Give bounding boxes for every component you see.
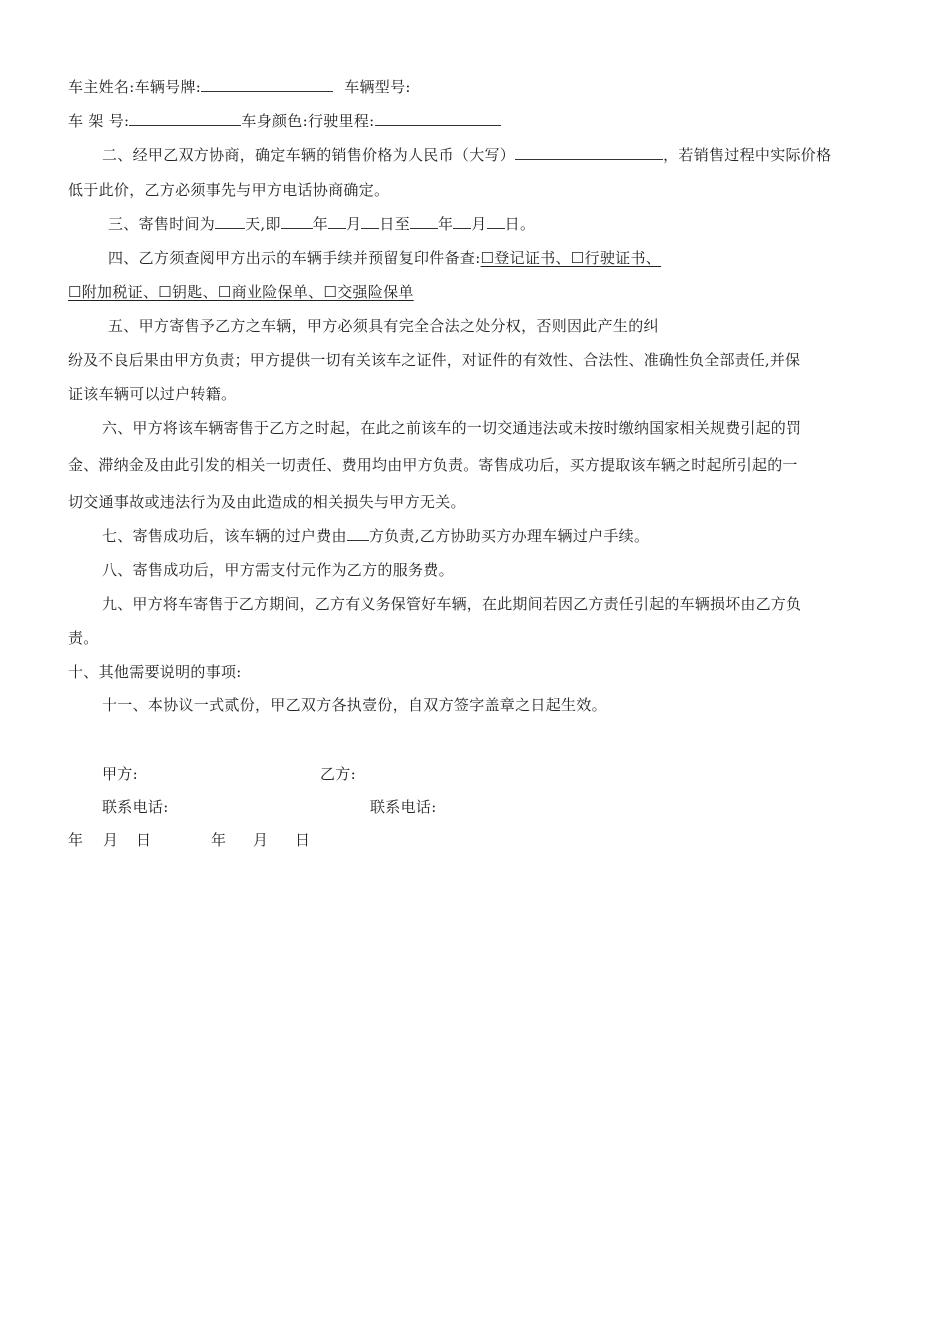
mileage-blank [375,111,501,126]
clause-9-line-2: 责。 [68,629,99,647]
owner-name-label: 车主姓名: [68,78,135,96]
clause-3-text: 月 [471,215,487,233]
documents-checklist-1: ☐登记证书、☐行驶证书、 [480,249,662,267]
clause-10: 十、其他需要说明的事项: [68,663,242,681]
clause-5-line-3: 证该车辆可以过户转籍。 [68,385,237,403]
start-month-blank [328,214,346,229]
clause-7 [68,525,890,547]
clause-5-line-1: 五、甲方寄售予乙方之车辆，甲方必须具有完全合法之处分权，否则因此产生的纠 [108,317,659,335]
end-year-blank [410,214,438,229]
clause-2-line-2: 低于此价，乙方必须事先与甲方电话协商确定。 [68,181,390,199]
clause-3-text: 三、寄售时间为 [108,215,216,233]
date-b-year: 年 [211,831,227,849]
clause-8: 八、寄售成功后，甲方需支付元作为乙方的服务费。 [102,561,454,579]
clause-3-text: 年 [438,215,454,233]
phone-a-label: 联系电话: [102,798,169,816]
clause-4-line-2 [68,281,890,303]
transfer-fee-party-blank [347,526,369,541]
clause-2-text-b: ，若销售过程中实际价格 [663,146,832,164]
clause-6-line-1: 六、甲方将该车辆寄售于乙方之时起，在此之前该车的一切交通违法或未按时缴纳国家相关规费引起的罚 [102,419,802,437]
clause-2-line-1 [68,144,890,166]
party-a-label: 甲方: [102,765,138,783]
clause-2-text-a: 二、经甲乙双方协商，确定车辆的销售价格为人民币（大写） [102,146,516,164]
date-a-day: 日 [136,831,152,849]
clause-7-text-a: 七、寄售成功后，该车辆的过户费由 [102,527,347,545]
frame-label: 车 架 号: [68,112,130,130]
clause-3 [68,213,890,235]
start-day-blank [361,214,379,229]
start-year-blank [281,214,313,229]
clause-3-text: 年 [312,215,329,233]
date-b-day: 日 [295,831,311,849]
clause-9-line-1: 九、甲方将车寄售于乙方期间，乙方有义务保管好车辆，在此期间若因乙方责任引起的车辆损坏由乙方负 [102,595,802,613]
date-b-month: 月 [253,831,269,849]
price-blank [515,145,663,160]
clause-3-text: 天,即 [245,215,281,233]
date-a-month: 月 [103,831,119,849]
header-row-1 [68,76,890,98]
clause-3-text: 日。 [504,215,536,233]
plate-label: 车辆号牌: [134,78,202,96]
date-a-year: 年 [68,831,84,849]
party-b-label: 乙方: [320,765,356,783]
clause-4-line-1 [68,247,890,269]
frame-blank [129,111,241,126]
documents-checklist-2: ☐附加税证、☐钥匙、☐商业险保单、☐交强险保单 [68,283,414,301]
days-blank [215,214,245,229]
color-label: 车身颜色: [241,112,308,130]
clause-11: 十一、本协议一式贰份，甲乙双方各执壹份，自双方签字盖章之日起生效。 [102,696,607,714]
clause-6-line-3: 切交通事故或违法行为及由此造成的相关损失与甲方无关。 [68,493,466,511]
clause-5-line-2: 纷及不良后果由甲方负责；甲方提供一切有关该车之证件，对证件的有效性、合法性、准确性负全部责任,并保 [68,351,801,369]
clause-3-text: 日至 [379,215,411,233]
header-row-2 [68,110,890,132]
clause-4-intro: 四、乙方须查阅甲方出示的车辆手续并预留复印件备查: [108,249,481,267]
phone-b-label: 联系电话: [370,798,437,816]
clause-6-line-2: 金、滞纳金及由此引发的相关一切责任、费用均由甲方负责。寄售成功后，买方提取该车辆之时起所引起的一 [68,456,798,474]
end-day-blank [487,214,505,229]
mileage-label: 行驶里程: [307,112,375,130]
clause-3-text: 月 [346,215,362,233]
clause-7-text-b: 方负责,乙方协助买方办理车辆过户手续。 [368,527,650,545]
plate-blank [201,77,333,92]
end-month-blank [453,214,471,229]
model-label: 车辆型号: [344,78,411,96]
